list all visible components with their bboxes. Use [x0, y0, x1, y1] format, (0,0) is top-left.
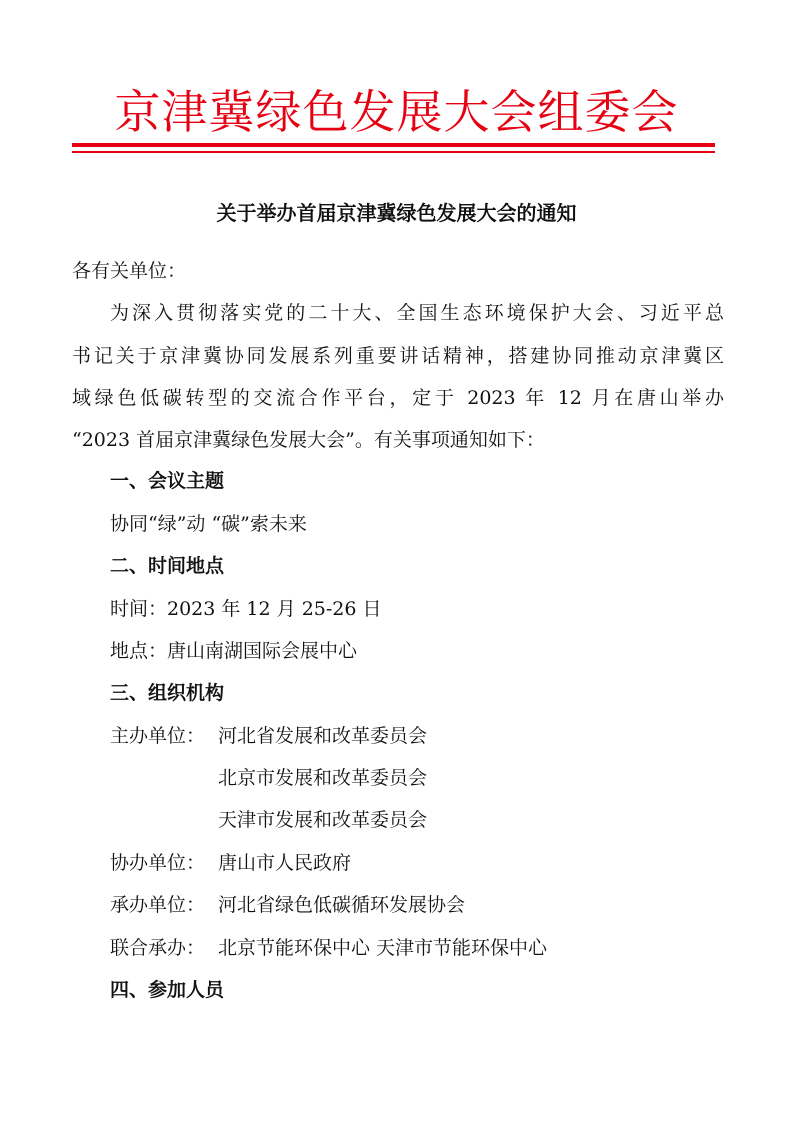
- host-row: [110, 722, 724, 750]
- meeting-theme: 协同“绿”动 “碳”索未来: [110, 513, 307, 535]
- organizer-unit: 河北省绿色低碳循环发展协会: [218, 894, 466, 916]
- document-title: 关于举办首届京津冀绿色发展大会的通知: [216, 201, 577, 225]
- section-heading-time-place: 二、时间地点: [110, 555, 225, 577]
- joint-organizer-units: 北京节能环保中心 天津市节能环保中心: [218, 937, 548, 959]
- host-label: 主办单位：: [110, 725, 206, 747]
- intro-line-1: 为深入贯彻落实党的二十大、全国生态环境保护大会、习近平总: [110, 302, 724, 324]
- section-heading-theme: 一、会议主题: [110, 470, 225, 492]
- letterhead-rule-thick: [72, 143, 715, 147]
- co-host-label: 协办单位：: [110, 852, 206, 874]
- intro-line-3: 域绿色低碳转型的交流合作平台，定于 2023 年 12 月在唐山举办: [72, 387, 724, 409]
- intro-line-2: 书记关于京津冀协同发展系列重要讲话精神，搭建协同推动京津冀区: [72, 345, 724, 367]
- host-unit-2: 北京市发展和改革委员会: [218, 767, 428, 789]
- meeting-time: 时间：2023 年 12 月 25-26 日: [110, 598, 382, 620]
- section-heading-organization: 三、组织机构: [110, 682, 225, 704]
- meeting-place: 地点：唐山南湖国际会展中心: [110, 640, 358, 662]
- letterhead-title: 京津冀绿色发展大会组委会: [114, 85, 679, 139]
- section-heading-participants: 四、参加人员: [110, 979, 225, 1001]
- joint-organizer-label: 联合承办：: [110, 937, 206, 959]
- organizer-label: 承办单位：: [110, 894, 206, 916]
- host-unit-1: 河北省发展和改革委员会: [218, 725, 428, 747]
- joint-organizer-row: [110, 934, 724, 962]
- co-host-unit: 唐山市人民政府: [218, 852, 352, 874]
- organizer-row: [110, 891, 724, 919]
- salutation: 各有关单位：: [72, 260, 187, 282]
- host-unit-3: 天津市发展和改革委员会: [218, 809, 428, 831]
- intro-line-4: “2023 首届京津冀绿色发展大会”。有关事项通知如下：: [72, 429, 545, 451]
- letterhead-rule-thin: [72, 151, 715, 153]
- co-host-row: [110, 849, 724, 877]
